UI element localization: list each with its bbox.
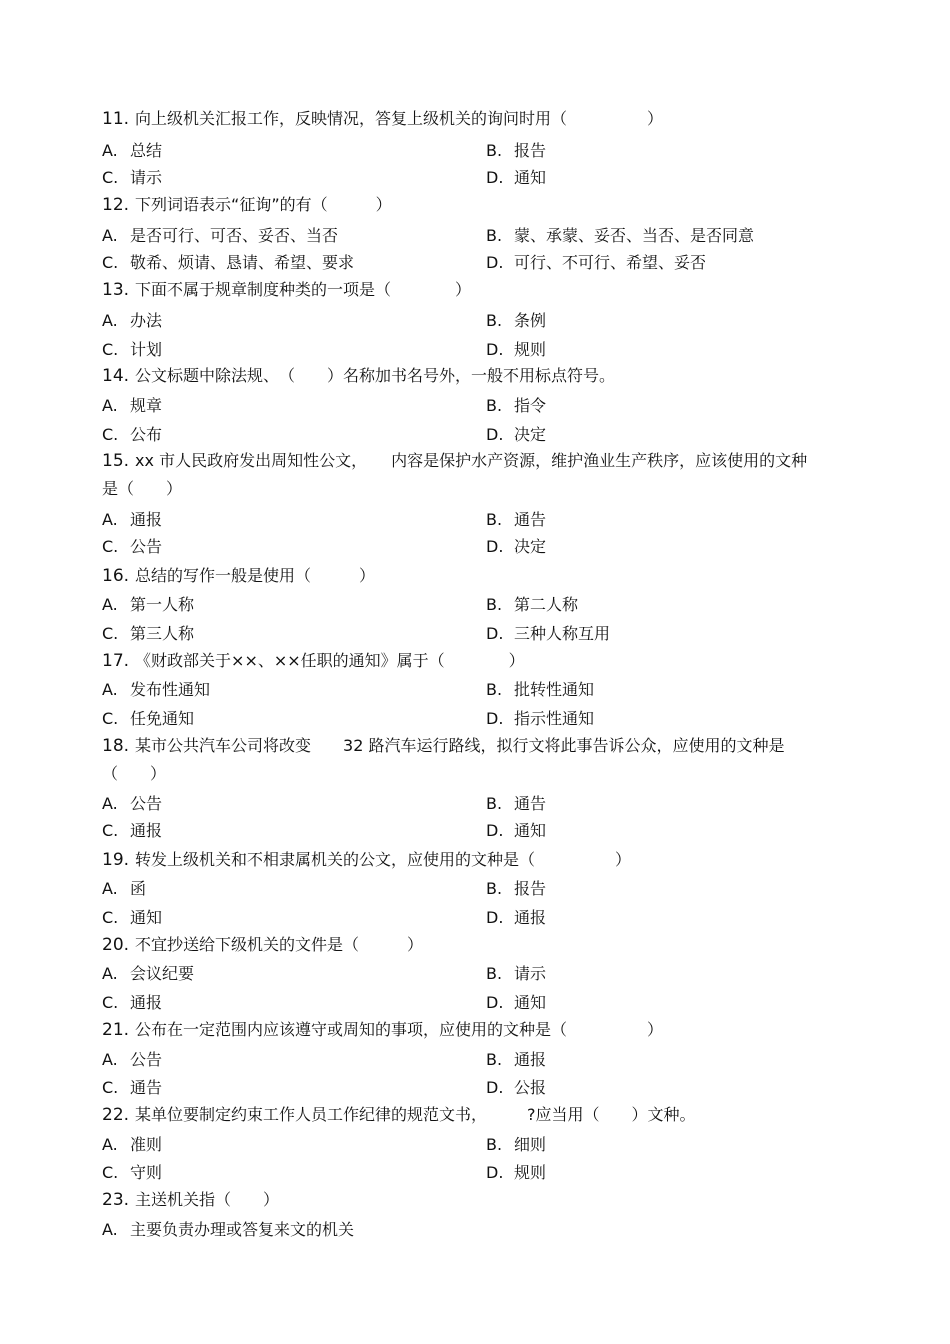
- option-letter: A.: [102, 226, 118, 245]
- option-letter: C.: [102, 821, 119, 840]
- question-stem: [102, 732, 822, 788]
- option-letter: C.: [102, 908, 119, 927]
- option-letter: D.: [486, 821, 504, 840]
- option-letter: D.: [486, 993, 504, 1012]
- option-text: 公报: [514, 1078, 547, 1097]
- question-stem: [102, 562, 822, 590]
- question-text: 主送机关指（ ）: [135, 1190, 280, 1209]
- answer-option[interactable]: [102, 992, 162, 1014]
- option-letter: A.: [102, 1220, 118, 1239]
- option-letter: B.: [486, 141, 503, 160]
- answer-option[interactable]: [486, 225, 754, 247]
- option-letter: B.: [486, 879, 503, 898]
- option-letter: B.: [486, 311, 503, 330]
- option-text: 规章: [130, 396, 163, 415]
- option-text: 通告: [130, 1078, 163, 1097]
- question-stem: [102, 931, 822, 959]
- option-text: 公告: [130, 537, 163, 556]
- option-text: 敬希、烦请、恳请、希望、要求: [130, 253, 355, 272]
- answer-option[interactable]: [102, 963, 194, 985]
- option-letter: D.: [486, 340, 504, 359]
- question-text: 向上级机关汇报工作，反映情况，答复上级机关的询问时用（ ）: [135, 109, 664, 128]
- answer-option[interactable]: [102, 167, 162, 189]
- option-letter: A.: [102, 510, 118, 529]
- question-number: 23.: [102, 1190, 130, 1210]
- answer-option[interactable]: [102, 679, 210, 701]
- option-text: 通告: [514, 794, 547, 813]
- answer-option[interactable]: [102, 594, 194, 616]
- option-text: 公告: [130, 794, 163, 813]
- option-letter: C.: [102, 1078, 119, 1097]
- question-stem: [102, 846, 822, 874]
- answer-option[interactable]: [102, 1077, 162, 1099]
- option-text: 指示性通知: [514, 709, 595, 728]
- answer-option[interactable]: [102, 509, 162, 531]
- option-letter: B.: [486, 226, 503, 245]
- question-number: 21.: [102, 1020, 130, 1040]
- answer-option[interactable]: [102, 1134, 162, 1156]
- question-number: 14.: [102, 366, 130, 386]
- option-letter: D.: [486, 1163, 504, 1182]
- answer-option[interactable]: [486, 310, 546, 332]
- option-text: 决定: [514, 537, 547, 556]
- option-text: 通报: [130, 821, 163, 840]
- question-text: 转发上级机关和不相隶属机关的公文，应使用的文种是（ ）: [135, 850, 632, 869]
- question-text: 某市公共汽车公司将改变 32 路汽车运行路线，拟行文将此事告诉公众，应使用的文种是（ ）: [102, 736, 785, 783]
- answer-option[interactable]: [102, 878, 146, 900]
- option-text: 批转性通知: [514, 680, 595, 699]
- option-text: 规则: [514, 340, 547, 359]
- option-text: 准则: [130, 1135, 163, 1154]
- answer-option[interactable]: [102, 252, 354, 274]
- answer-option[interactable]: [102, 1049, 162, 1071]
- question-text: 某单位要制定约束工作人员工作纪律的规范文书， ?应当用（ ）文种。: [135, 1105, 696, 1124]
- option-letter: B.: [486, 595, 503, 614]
- answer-option[interactable]: [486, 679, 594, 701]
- question-stem: [102, 105, 822, 133]
- answer-option[interactable]: [486, 424, 546, 446]
- answer-option[interactable]: [102, 536, 162, 558]
- option-text: 条例: [514, 311, 547, 330]
- option-text: 发布性通知: [130, 680, 211, 699]
- answer-option[interactable]: [486, 623, 610, 645]
- option-letter: D.: [486, 1078, 504, 1097]
- option-letter: C.: [102, 709, 119, 728]
- option-letter: B.: [486, 964, 503, 983]
- answer-option[interactable]: [102, 820, 162, 842]
- option-text: 报告: [514, 141, 547, 160]
- option-letter: B.: [486, 1050, 503, 1069]
- question-text: 总结的写作一般是使用（ ）: [135, 566, 376, 585]
- question-number: 13.: [102, 280, 130, 300]
- option-text: 请示: [514, 964, 547, 983]
- option-letter: D.: [486, 624, 504, 643]
- answer-option[interactable]: [102, 1219, 354, 1241]
- answer-option[interactable]: [102, 140, 162, 162]
- answer-option[interactable]: [486, 395, 546, 417]
- option-letter: B.: [486, 396, 503, 415]
- option-text: 细则: [514, 1135, 547, 1154]
- question-number: 22.: [102, 1105, 130, 1125]
- option-text: 三种人称互用: [514, 624, 611, 643]
- option-text: 守则: [130, 1163, 163, 1182]
- option-text: 通知: [514, 821, 547, 840]
- question-number: 11.: [102, 109, 130, 129]
- question-text: 下列词语表示“征询”的有（ ）: [135, 195, 392, 214]
- option-text: 通知: [130, 908, 163, 927]
- option-text: 公布: [130, 425, 163, 444]
- option-letter: D.: [486, 253, 504, 272]
- question-text: xx 市人民政府发出周知性公文， 内容是保护水产资源，维护渔业生产秩序，应该使用的文种是（ ）: [102, 451, 808, 498]
- option-text: 通知: [514, 993, 547, 1012]
- option-text: 主要负责办理或答复来文的机关: [130, 1220, 355, 1239]
- option-text: 通报: [130, 993, 163, 1012]
- option-text: 请示: [130, 168, 163, 187]
- question-number: 20.: [102, 935, 130, 955]
- question-stem: [102, 276, 822, 304]
- question-text: 公文标题中除法规、 （ ）名称加书名号外，一般不用标点符号。: [135, 366, 616, 385]
- question-text: 公布在一定范围内应该遵守或周知的事项，应使用的文种是（ ）: [135, 1020, 664, 1039]
- answer-option[interactable]: [486, 509, 546, 531]
- option-letter: A.: [102, 311, 118, 330]
- option-letter: C.: [102, 537, 119, 556]
- option-text: 公告: [130, 1050, 163, 1069]
- answer-option[interactable]: [486, 167, 546, 189]
- option-text: 规则: [514, 1163, 547, 1182]
- option-letter: D.: [486, 537, 504, 556]
- question-stem: [102, 191, 822, 219]
- option-text: 决定: [514, 425, 547, 444]
- option-text: 是否可行、可否、妥否、当否: [130, 226, 339, 245]
- question-stem: [102, 1186, 822, 1214]
- answer-option[interactable]: [486, 252, 706, 274]
- answer-option[interactable]: [486, 708, 594, 730]
- answer-option[interactable]: [102, 339, 162, 361]
- option-text: 通告: [514, 510, 547, 529]
- option-letter: C.: [102, 425, 119, 444]
- answer-option[interactable]: [486, 1077, 546, 1099]
- answer-option[interactable]: [102, 708, 194, 730]
- option-text: 任免通知: [130, 709, 195, 728]
- option-text: 通报: [514, 1050, 547, 1069]
- option-letter: B.: [486, 510, 503, 529]
- question-text: 不宜抄送给下级机关的文件是（ ）: [135, 935, 424, 954]
- answer-option[interactable]: [102, 793, 162, 815]
- option-text: 办法: [130, 311, 163, 330]
- answer-option[interactable]: [486, 536, 546, 558]
- option-letter: A.: [102, 1050, 118, 1069]
- answer-option[interactable]: [102, 907, 162, 929]
- answer-option[interactable]: [486, 339, 546, 361]
- question-number: 15.: [102, 451, 130, 471]
- answer-option[interactable]: [102, 424, 162, 446]
- option-text: 第三人称: [130, 624, 195, 643]
- answer-option[interactable]: [486, 992, 546, 1014]
- option-letter: C.: [102, 340, 119, 359]
- option-letter: A.: [102, 1135, 118, 1154]
- option-text: 总结: [130, 141, 163, 160]
- answer-option[interactable]: [486, 594, 578, 616]
- question-text: 《财政部关于××、××任职的通知》属于（ ）: [135, 651, 525, 670]
- question-number: 19.: [102, 850, 130, 870]
- option-text: 指令: [514, 396, 547, 415]
- option-letter: A.: [102, 595, 118, 614]
- option-letter: A.: [102, 141, 118, 160]
- answer-option[interactable]: [102, 1162, 162, 1184]
- option-letter: A.: [102, 794, 118, 813]
- answer-option[interactable]: [486, 1049, 546, 1071]
- option-text: 计划: [130, 340, 163, 359]
- answer-option[interactable]: [102, 395, 162, 417]
- option-letter: C.: [102, 168, 119, 187]
- option-text: 第二人称: [514, 595, 579, 614]
- question-number: 17.: [102, 651, 130, 671]
- question-number: 12.: [102, 195, 130, 215]
- answer-option[interactable]: [486, 878, 546, 900]
- question-stem: [102, 1101, 822, 1129]
- option-text: 通知: [514, 168, 547, 187]
- option-letter: D.: [486, 425, 504, 444]
- option-letter: A.: [102, 396, 118, 415]
- option-letter: B.: [486, 794, 503, 813]
- answer-option[interactable]: [486, 1134, 546, 1156]
- option-text: 可行、不可行、希望、妥否: [514, 253, 707, 272]
- option-letter: B.: [486, 680, 503, 699]
- question-stem: [102, 647, 822, 675]
- answer-option[interactable]: [102, 310, 162, 332]
- option-text: 蒙、承蒙、妥否、当否、是否同意: [514, 226, 755, 245]
- option-text: 会议纪要: [130, 964, 195, 983]
- answer-option[interactable]: [102, 623, 194, 645]
- option-letter: D.: [486, 908, 504, 927]
- option-letter: C.: [102, 993, 119, 1012]
- answer-option[interactable]: [486, 963, 546, 985]
- answer-option[interactable]: [102, 225, 338, 247]
- option-letter: C.: [102, 624, 119, 643]
- question-stem: [102, 447, 822, 503]
- question-stem: [102, 1016, 822, 1044]
- option-text: 通报: [514, 908, 547, 927]
- option-letter: B.: [486, 1135, 503, 1154]
- question-number: 16.: [102, 566, 130, 586]
- answer-option[interactable]: [486, 140, 546, 162]
- question-number: 18.: [102, 736, 130, 756]
- option-letter: C.: [102, 1163, 119, 1182]
- question-stem: [102, 362, 822, 390]
- option-letter: D.: [486, 709, 504, 728]
- option-text: 报告: [514, 879, 547, 898]
- answer-option[interactable]: [486, 793, 546, 815]
- option-letter: A.: [102, 680, 118, 699]
- answer-option[interactable]: [486, 907, 546, 929]
- answer-option[interactable]: [486, 820, 546, 842]
- option-text: 第一人称: [130, 595, 195, 614]
- question-text: 下面不属于规章制度种类的一项是（ ）: [135, 280, 472, 299]
- option-text: 通报: [130, 510, 163, 529]
- option-letter: C.: [102, 253, 119, 272]
- option-text: 函: [130, 879, 147, 898]
- option-letter: A.: [102, 964, 118, 983]
- option-letter: D.: [486, 168, 504, 187]
- option-letter: A.: [102, 879, 118, 898]
- answer-option[interactable]: [486, 1162, 546, 1184]
